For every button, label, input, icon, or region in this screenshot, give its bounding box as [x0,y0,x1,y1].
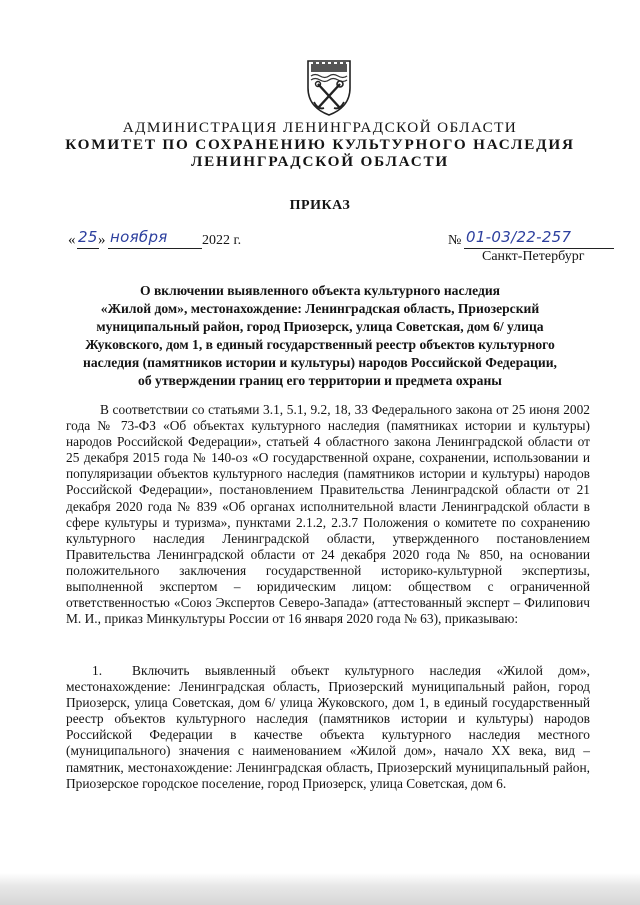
subject-line-6: об утверждении границ его территории и предмета охраны [138,373,502,388]
coat-of-arms-icon [306,58,352,116]
order-date [68,228,288,252]
preamble-paragraph [66,402,590,627]
authority-name: АДМИНИСТРАЦИЯ ЛЕНИНГРАДСКОЙ ОБЛАСТИ [122,119,518,136]
month-underline [108,248,202,249]
document-type-title: ПРИКАЗ [289,198,351,213]
number-handwritten: 01-03/22-257 [466,228,572,246]
scan-bottom-edge [0,873,640,905]
subject-line-2: «Жилой дом», местонахождение: Ленинградская область, Приозерский [100,301,540,316]
order-item-1 [66,663,590,792]
date-month-handwritten: ноября [110,228,168,246]
subject-line-5: наследия (памятников истории и культуры) народов Российской Федерации, [83,355,557,370]
day-underline [77,248,99,249]
committee-name-line-1: КОМИТЕТ ПО СОХРАНЕНИЮ КУЛЬТУРНОГО НАСЛЕДИЯ [65,136,575,153]
date-open-quote: « [68,232,76,248]
preamble-text: В соответствии со статьями 3.1, 5.1, 9.2, 18, 33 Федерального закона от 25 июня 2002 года № 73-ФЗ «Об объектах культурного наследия (памятниках истории и культуры) народов Российской Федерации», статьей 4 областного закона Ленинградской области от 25 декабря 2015 года № 140-оз «О государственной охране, сохранении, использовании и популяризации объектов культурного наследия (памятников истории и культуры) народов Российской Федерации», постановлением Правительства Ленинградской области от 21 декабря 2020 года № 839 «Об органах исполнительной власти Ленинградской области в сфере культуры и туризма», пунктами 2.1.2, 2.3.7 Положения о комитете по сохранению культурного наследия Ленинградской области, утвержденного постановлением Правительства Ленинградской области от 24 декабря 2020 года № 850, на основании положительного заключения государственной историко-культурной экспертизы, выполненной экспертом – юридическим лицом: обществом с ограниченной ответственностью «Союз Экспертов Северо-Запада» (аттестованный эксперт – Филипович М. И., приказ Минкультуры России от 16 января 2020 года № 63), приказываю: [66,402,590,627]
item-text: Включить выявленный объект культурного наследия «Жилой дом», местонахождение: Ленинградская область, Приозерский муниципальный район, город Приозерск, улица Советская, дом 6/ улица Жуковского, дом 1, в единый государственный реестр объектов культурного наследия (памятников истории и культуры) народов Российской Федерации в качестве объекта культурного наследия местного (муниципального) значения с наименованием «Жилой дом», начало XX века, вид – памятник, местонахождение: Ленинградская область, Приозерский муниципальный район, Приозерское городское поселение, город Приозерск, улица Советская, дом 6. [66,663,590,791]
number-sign: № [448,233,462,248]
subject-line-4: Жуковского, дом 1, в единый государственный реестр объектов культурного [85,337,555,352]
item-number: 1. [92,663,103,678]
date-day-handwritten: 25 [78,228,98,246]
committee-name-line-2: ЛЕНИНГРАДСКОЙ ОБЛАСТИ [190,153,450,170]
date-year: 2022 г. [202,233,242,248]
subject-line-3: муниципальный район, город Приозерск, улица Советская, дом 6/ улица [96,319,544,334]
date-close-quote: » [98,232,106,248]
subject-line-1: О включении выявленного объекта культурного наследия [139,283,501,298]
city-of-issue: Санкт-Петербург [482,249,585,264]
